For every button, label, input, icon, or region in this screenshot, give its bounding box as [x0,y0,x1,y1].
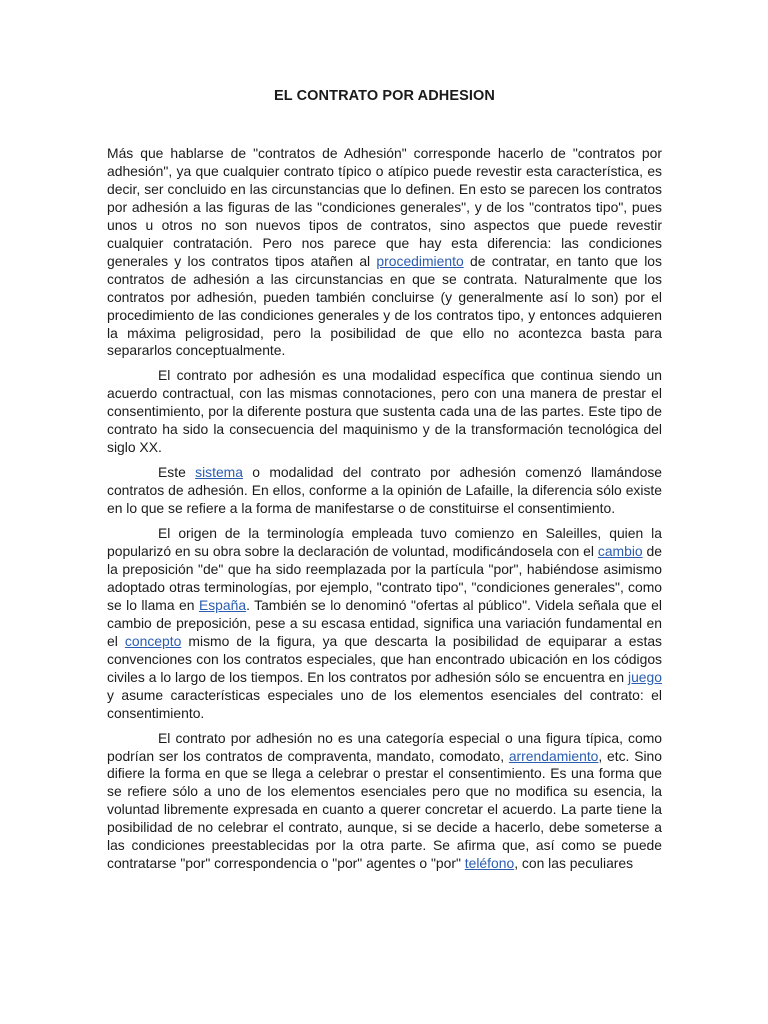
document-title: EL CONTRATO POR ADHESION [274,88,495,104]
link-cambio[interactable]: cambio [597,543,643,560]
text-run: . También se lo denominó "ofertas al público". Videla señala que el cambio de preposición, pese a su escasa entidad, significa una variación fundamental en el [107,596,662,649]
paragraph-2 [107,367,662,457]
text-run: de la preposición "de" que ha sido reemplazada por la partícula "por", habiéndose asimismo adoptado otras terminologías, por ejemplo, "contrato tipo", "condiciones generales", como se lo llama en [107,543,663,613]
link-juego[interactable]: juego [628,668,662,685]
text-run: Más que hablarse de "contratos de Adhesión" corresponde hacerlo de "contratos por adhesión", ya que cualquier contrato típico o atípico puede revestir esta característica, es decir, ser concluido en las circunstancias que lo definen. En esto se parecen los contratos por adhesión a las figuras de las "condiciones generales", y de los "contratos tipo", pues unos u otros no son nuevos tipos de contratos, sino aspectos que puede revestir cualquier contratación. Pero nos parece que hay esta diferencia: las condiciones generales y los contratos tipos atañen al [107,145,662,269]
link-procedimiento[interactable]: procedimiento [376,252,464,269]
text-run: El contrato por adhesión es una modalidad específica que continua siendo un acuerdo contractual, con las mismas connotaciones, pero con una manera de prestar el consentimiento, por la diferente postura que sustenta cada una de las partes. Este tipo de contrato ha sido la consecuencia del maquinismo y de la transformación tecnológica del siglo XX. [107,367,662,456]
paragraph-3 [107,464,662,518]
text-run: o modalidad del contrato por adhesión comenzó llamándose contratos de adhesión. En ellos, conforme a la opinión de Lafaille, la diferencia sólo existe en lo que se refiere a la forma de manifestarse o de constituirse el consentimiento. [107,464,662,517]
link-telefono[interactable]: teléfono [464,855,515,872]
text-run: mismo de la figura, ya que descarta la posibilidad de equiparar a estas convenciones con los contratos especiales, que han encontrado ubicación en los códigos civiles a lo largo de los tiempos. En los contratos por adhesión sólo se encuentra en [107,632,662,685]
text-run: de contratar, en tanto que los contratos de adhesión a las circunstancias en que se contrata. Naturalmente que los contratos por adhesión, pueden también concluirse (y generalmente así lo son) por el procedimiento de las condiciones generales y de los contratos tipo, y entonces adquieren la máxima peligrosidad, pero la posibilidad de que ello no acontezca basta para separarlos conceptualmente. [107,252,662,359]
link-espana[interactable]: España [198,596,247,613]
link-arrendamiento[interactable]: arrendamiento [508,747,599,764]
text-run: y asume características especiales uno de los elementos esenciales del contrato: el consentimiento. [107,686,662,721]
text-run: El origen de la terminología empleada tuvo comienzo en Saleilles, quien la popularizó en su obra sobre la declaración de voluntad, modificándosela con el [107,525,662,560]
paragraph-4 [107,525,662,722]
link-sistema[interactable]: sistema [195,464,243,481]
text-run: , con las peculiares [514,855,634,872]
link-concepto[interactable]: concepto [124,632,182,649]
text-run: , etc. Sino difiere la forma en que se llega a celebrar o prestar el consentimiento. Es una forma que se refiere sólo a uno de los elementos esenciales pero que no modifica su esencia, la voluntad libremente expresada en cuanto a querer concretar el acuerdo. La parte tiene la posibilidad de no celebrar el contrato, aunque, si se decide a hacerlo, debe someterse a las condiciones preestablecidas por la otra parte. Se afirma que, así como se puede contratarse "por" correspondencia o "por" agentes o "por" [107,747,662,872]
text-run: El contrato por adhesión no es una categoría especial o una figura típica, como podrían ser los contratos de compraventa, mandato, comodato, [107,729,662,764]
paragraph-1 [107,145,662,360]
text-run: Este [158,464,196,481]
paragraph-5 [107,730,662,874]
